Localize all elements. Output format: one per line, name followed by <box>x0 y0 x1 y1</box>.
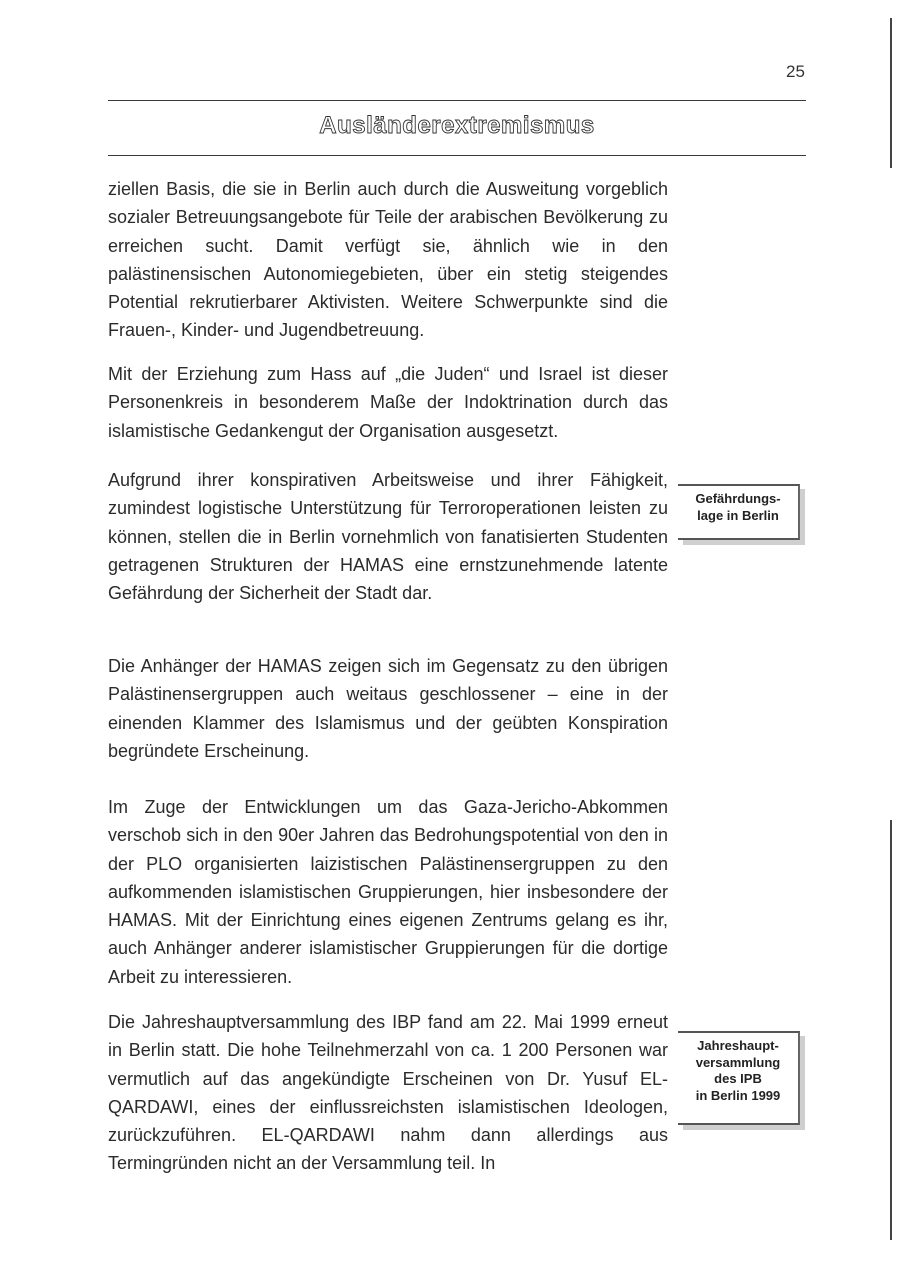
margin-note-line: in Berlin 1999 <box>695 1087 781 1103</box>
margin-note-line: Jahreshaupt- <box>697 1038 779 1053</box>
scan-edge-bottom <box>890 820 892 1240</box>
paragraph: Mit der Erziehung zum Hass auf „die Juden“ und Israel ist dieser Personenkreis in besonderem Maße der Indoktrination durch das islamistische Gedankengut der Organisation ausgesetzt. <box>108 364 668 441</box>
margin-note-line: versammlung <box>695 1054 781 1070</box>
margin-note-line: Gefährdungs- <box>695 491 781 506</box>
header-rule-bottom <box>108 155 806 156</box>
page-number: 25 <box>786 62 805 81</box>
margin-note-jahreshauptversammlung <box>678 1031 800 1125</box>
margin-note-gefaehrdungslage <box>678 484 800 540</box>
margin-note-line: lage in Berlin <box>697 507 779 523</box>
paragraph: Die Jahreshauptversammlung des IBP fand am 22. Mai 1999 erneut in Berlin statt. Die hohe Teilnehmerzahl von ca. 1 200 Personen war vermutlich auf das angekündigte Erscheinen von Dr. Yusuf EL-QARDAWI, eines der einflussreichsten islamistischen Ideologen, zurückzuführen. EL-QARDAWI nahm dann allerdings aus Termingründen nicht an der Versammlung teil. In <box>108 1012 668 1174</box>
paragraph: Im Zuge der Entwicklungen um das Gaza-Jericho-Abkommen verschob sich in den 90er Jahren das Bedrohungspotential von den in der PLO organisierten laizistischen Palästinensergruppen zu den aufkommenden islamistischen Gruppierungen, hier insbesondere der HAMAS. Mit der Einrichtung eines eigenen Zentrums gelang es ihr, auch Anhänger anderer islamistischer Gruppierungen für die dortige Arbeit zu interessieren. <box>108 797 668 987</box>
paragraph: ziellen Basis, die sie in Berlin auch durch die Ausweitung vorgeblich sozialer Betreuungsangebote für Teile der arabischen Bevölkerung zu erreichen sucht. Damit verfügt sie, ähnlich wie in den palästinensischen Autonomiegebieten, über ein stetig steigendes Potential rekrutierbarer Aktivisten. Weitere Schwerpunkte sind die Frauen-, Kinder- und Jugendbetreuung. <box>108 179 668 341</box>
margin-note-line: des IPB <box>714 1071 762 1086</box>
paragraph: Die Anhänger der HAMAS zeigen sich im Gegensatz zu den übrigen Palästinensergruppen auch weitaus geschlossener – eine in der einenden Klammer des Islamismus und der geübten Konspiration begründete Erscheinung. <box>108 656 668 761</box>
chapter-title: Ausländerextremismus <box>319 112 595 139</box>
paragraph: Aufgrund ihrer konspirativen Arbeitsweise und ihrer Fähigkeit, zumindest logistische Unterstützung für Terroroperationen leisten zu können, stellen die in Berlin vornehmlich von fanatisierten Studenten getragenen Strukturen der HAMAS eine ernstzunehmende latente Gefährdung der Sicherheit der Stadt dar. <box>108 470 668 604</box>
scan-edge-top <box>890 18 892 168</box>
header-rule-top <box>108 100 806 101</box>
